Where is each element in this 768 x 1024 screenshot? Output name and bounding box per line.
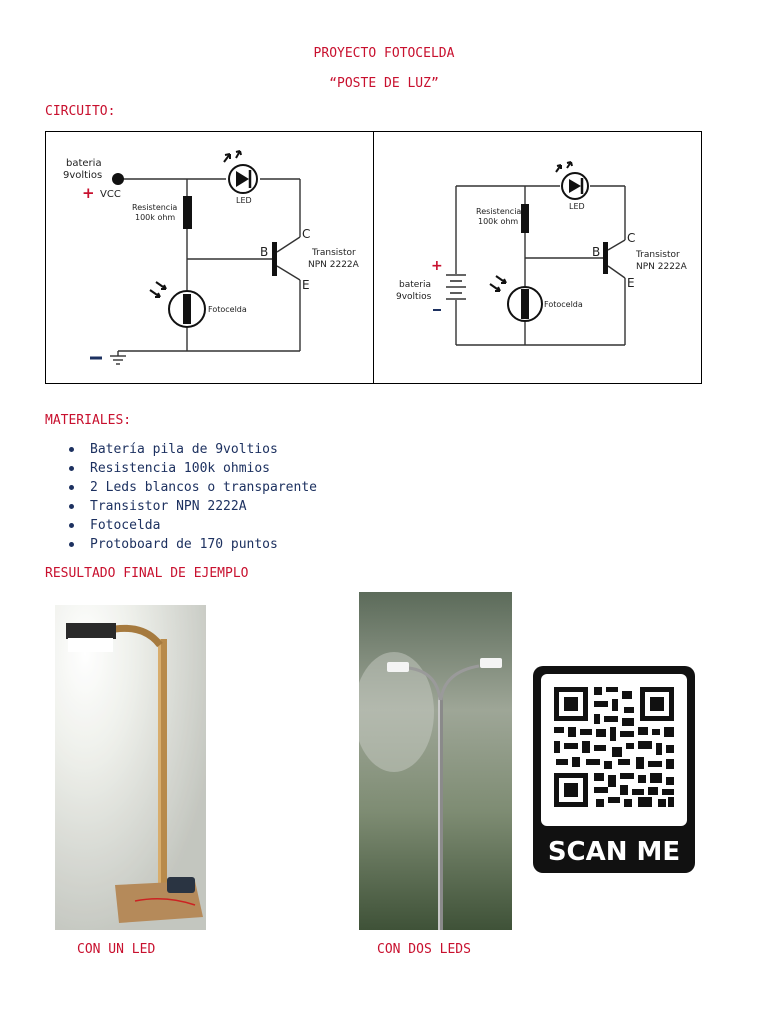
list-item: 2 Leds blancos o transparente	[90, 480, 317, 495]
list-item: Transistor NPN 2222A	[90, 497, 317, 516]
qr-scan-label: SCAN ME	[547, 837, 681, 867]
circuit-diagram-left	[46, 132, 373, 383]
list-item: Fotocelda	[90, 516, 317, 535]
led-label-left: LED	[236, 196, 252, 205]
materials-heading: MATERIALES:	[45, 413, 132, 428]
page-title: PROYECTO FOTOCELDA	[313, 46, 455, 61]
caption-one-led: CON UN LED	[77, 942, 156, 957]
light-emission-icon	[224, 151, 241, 162]
base-label-right: B	[592, 245, 601, 259]
photocell-label-left: Fotocelda	[208, 305, 247, 314]
resistor-label-left-1: Resistencia	[132, 203, 178, 212]
battery-label-right-1: bateria	[399, 280, 432, 290]
page-subtitle: “POSTE DE LUZ”	[329, 76, 439, 91]
list-item: Protoboard de 170 puntos	[90, 535, 317, 554]
battery-label-left-1: bateria	[66, 158, 102, 169]
resistor-label-left-2: 100k ohm	[135, 213, 176, 222]
list-item: Batería pila de 9voltios	[90, 440, 317, 459]
materials-list	[45, 440, 317, 554]
transistor-label-right-2: NPN 2222A	[636, 262, 687, 272]
collector-label-right: C	[627, 231, 636, 245]
photocell-label-right: Fotocelda	[544, 300, 583, 309]
light-emission-icon	[556, 162, 572, 172]
transistor-label-left-2: NPN 2222A	[308, 260, 359, 270]
photo-one-led-lamp	[55, 605, 206, 930]
transistor-label-left-1: Transistor	[312, 248, 356, 258]
result-heading: RESULTADO FINAL DE EJEMPLO	[45, 566, 249, 581]
plus-sign-icon: +	[431, 258, 443, 274]
battery-label-right-2: 9voltios	[396, 292, 432, 302]
battery-label-left-2: 9voltios	[63, 170, 103, 181]
resistor-icon	[521, 204, 529, 233]
emitter-label-right: E	[627, 276, 635, 290]
photo-two-leds-lamp	[359, 592, 512, 930]
transistor-icon	[603, 242, 608, 274]
vcc-label: VCC	[100, 189, 121, 200]
circuit-diagram-right	[374, 132, 701, 383]
resistor-label-right-2: 100k ohm	[478, 217, 519, 226]
collector-label-left: C	[302, 227, 311, 241]
vcc-node-icon	[112, 173, 124, 185]
light-incoming-icon	[150, 282, 166, 297]
qr-code[interactable]	[533, 666, 695, 873]
list-item: Resistencia 100k ohmios	[90, 459, 317, 478]
resistor-label-right-1: Resistencia	[476, 207, 522, 216]
emitter-label-left: E	[302, 278, 310, 292]
base-label-left: B	[260, 245, 269, 259]
light-incoming-icon	[490, 276, 506, 291]
battery-icon	[446, 275, 466, 299]
ground-icon	[110, 351, 126, 364]
led-label-right: LED	[569, 202, 585, 211]
transistor-icon	[272, 242, 277, 276]
circuit-heading: CIRCUITO:	[45, 104, 116, 119]
caption-two-leds: CON DOS LEDS	[377, 942, 471, 957]
transistor-label-right-1: Transistor	[636, 250, 680, 260]
plus-sign-icon: +	[82, 184, 95, 202]
resistor-icon	[183, 196, 192, 229]
